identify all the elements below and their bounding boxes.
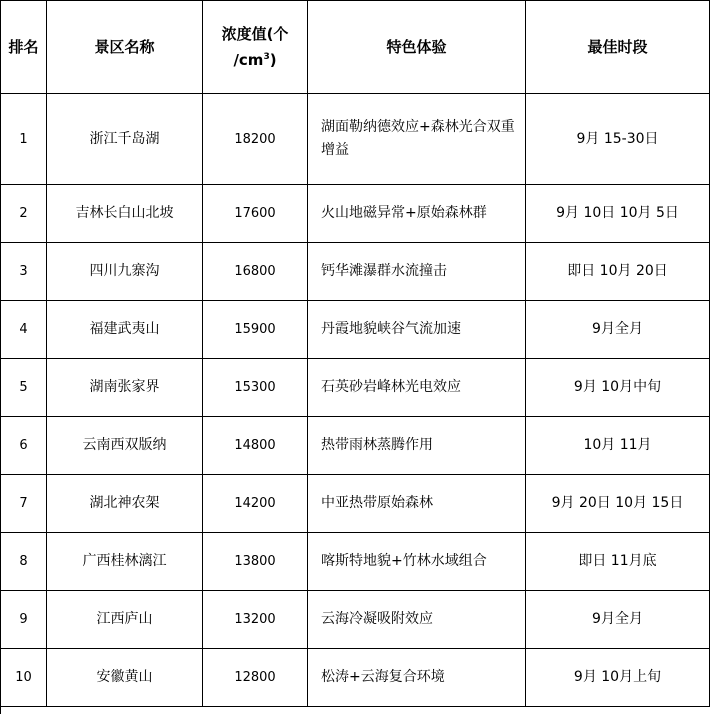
feature-cell: 喀斯特地貌+竹林水域组合: [308, 533, 526, 591]
time-cell: 9月全月: [526, 301, 710, 359]
header-concentration-line2: [233, 47, 276, 73]
value-cell: 15900: [203, 301, 308, 359]
name-cell: 江西庐山: [47, 591, 203, 649]
time-cell: 9月 15-30日: [526, 94, 710, 185]
name-cell: 广西桂林漓江: [47, 533, 203, 591]
rank-cell: 2: [1, 185, 47, 243]
time-cell: 9月 10月中旬: [526, 359, 710, 417]
rank-cell: 5: [1, 359, 47, 417]
header-rank: 排名: [1, 1, 47, 94]
time-cell: 9月全月: [526, 591, 710, 649]
name-cell: 浙江千岛湖: [47, 94, 203, 185]
table-row: [1, 185, 710, 243]
name-cell: 安徽黄山: [47, 649, 203, 707]
rank-cell: 8: [1, 533, 47, 591]
feature-cell: 火山地磁异常+原始森林群: [308, 185, 526, 243]
value-cell: 12800: [203, 649, 308, 707]
rank-cell: 6: [1, 417, 47, 475]
table-header-row: [1, 1, 710, 94]
table-row: [1, 649, 710, 707]
header-concentration-close: ): [269, 51, 277, 69]
name-cell: 福建武夷山: [47, 301, 203, 359]
table-row: [1, 591, 710, 649]
rank-cell: 1: [1, 94, 47, 185]
header-concentration: [203, 1, 308, 94]
feature-cell: 湖面勒纳德效应+森林光合双重增益: [308, 94, 526, 185]
feature-cell: 石英砂岩峰林光电效应: [308, 359, 526, 417]
table-row: [1, 359, 710, 417]
header-feature: 特色体验: [308, 1, 526, 94]
value-cell: 13200: [203, 591, 308, 649]
rank-cell: 9: [1, 591, 47, 649]
name-cell: 吉林长白山北坡: [47, 185, 203, 243]
rank-cell: 10: [1, 649, 47, 707]
rank-cell: 4: [1, 301, 47, 359]
table-row: [1, 533, 710, 591]
feature-cell: 云海冷凝吸附效应: [308, 591, 526, 649]
time-cell: 即日 11月底: [526, 533, 710, 591]
feature-cell: 热带雨林蒸腾作用: [308, 417, 526, 475]
value-cell: 14200: [203, 475, 308, 533]
feature-cell: 钙华滩瀑群水流撞击: [308, 243, 526, 301]
name-cell: 云南西双版纳: [47, 417, 203, 475]
value-cell: 15300: [203, 359, 308, 417]
feature-cell: 中亚热带原始森林: [308, 475, 526, 533]
time-cell: 9月 10月上旬: [526, 649, 710, 707]
name-cell: 湖北神农架: [47, 475, 203, 533]
value-cell: 17600: [203, 185, 308, 243]
rank-cell: 3: [1, 243, 47, 301]
value-cell: 14800: [203, 417, 308, 475]
table-row: [1, 243, 710, 301]
value-cell: 16800: [203, 243, 308, 301]
name-cell: 四川九寨沟: [47, 243, 203, 301]
rank-cell: 7: [1, 475, 47, 533]
header-name: 景区名称: [47, 1, 203, 94]
value-cell: 13800: [203, 533, 308, 591]
table-row: [1, 475, 710, 533]
table-row: [1, 301, 710, 359]
table-row: [1, 94, 710, 185]
time-cell: 10月 11月: [526, 417, 710, 475]
feature-cell: 丹霞地貌峡谷气流加速: [308, 301, 526, 359]
feature-cell: 松涛+云海复合环境: [308, 649, 526, 707]
name-cell: 湖南张家界: [47, 359, 203, 417]
time-cell: 9月 10日 10月 5日: [526, 185, 710, 243]
time-cell: 即日 10月 20日: [526, 243, 710, 301]
time-cell: 9月 20日 10月 15日: [526, 475, 710, 533]
value-cell: 18200: [203, 94, 308, 185]
header-concentration-unit: /cm: [233, 51, 264, 69]
table-row: [1, 417, 710, 475]
header-concentration-line1: 浓度值(个: [221, 25, 289, 43]
header-concentration-sup: 3: [263, 52, 270, 62]
header-best-time: 最佳时段: [526, 1, 710, 94]
